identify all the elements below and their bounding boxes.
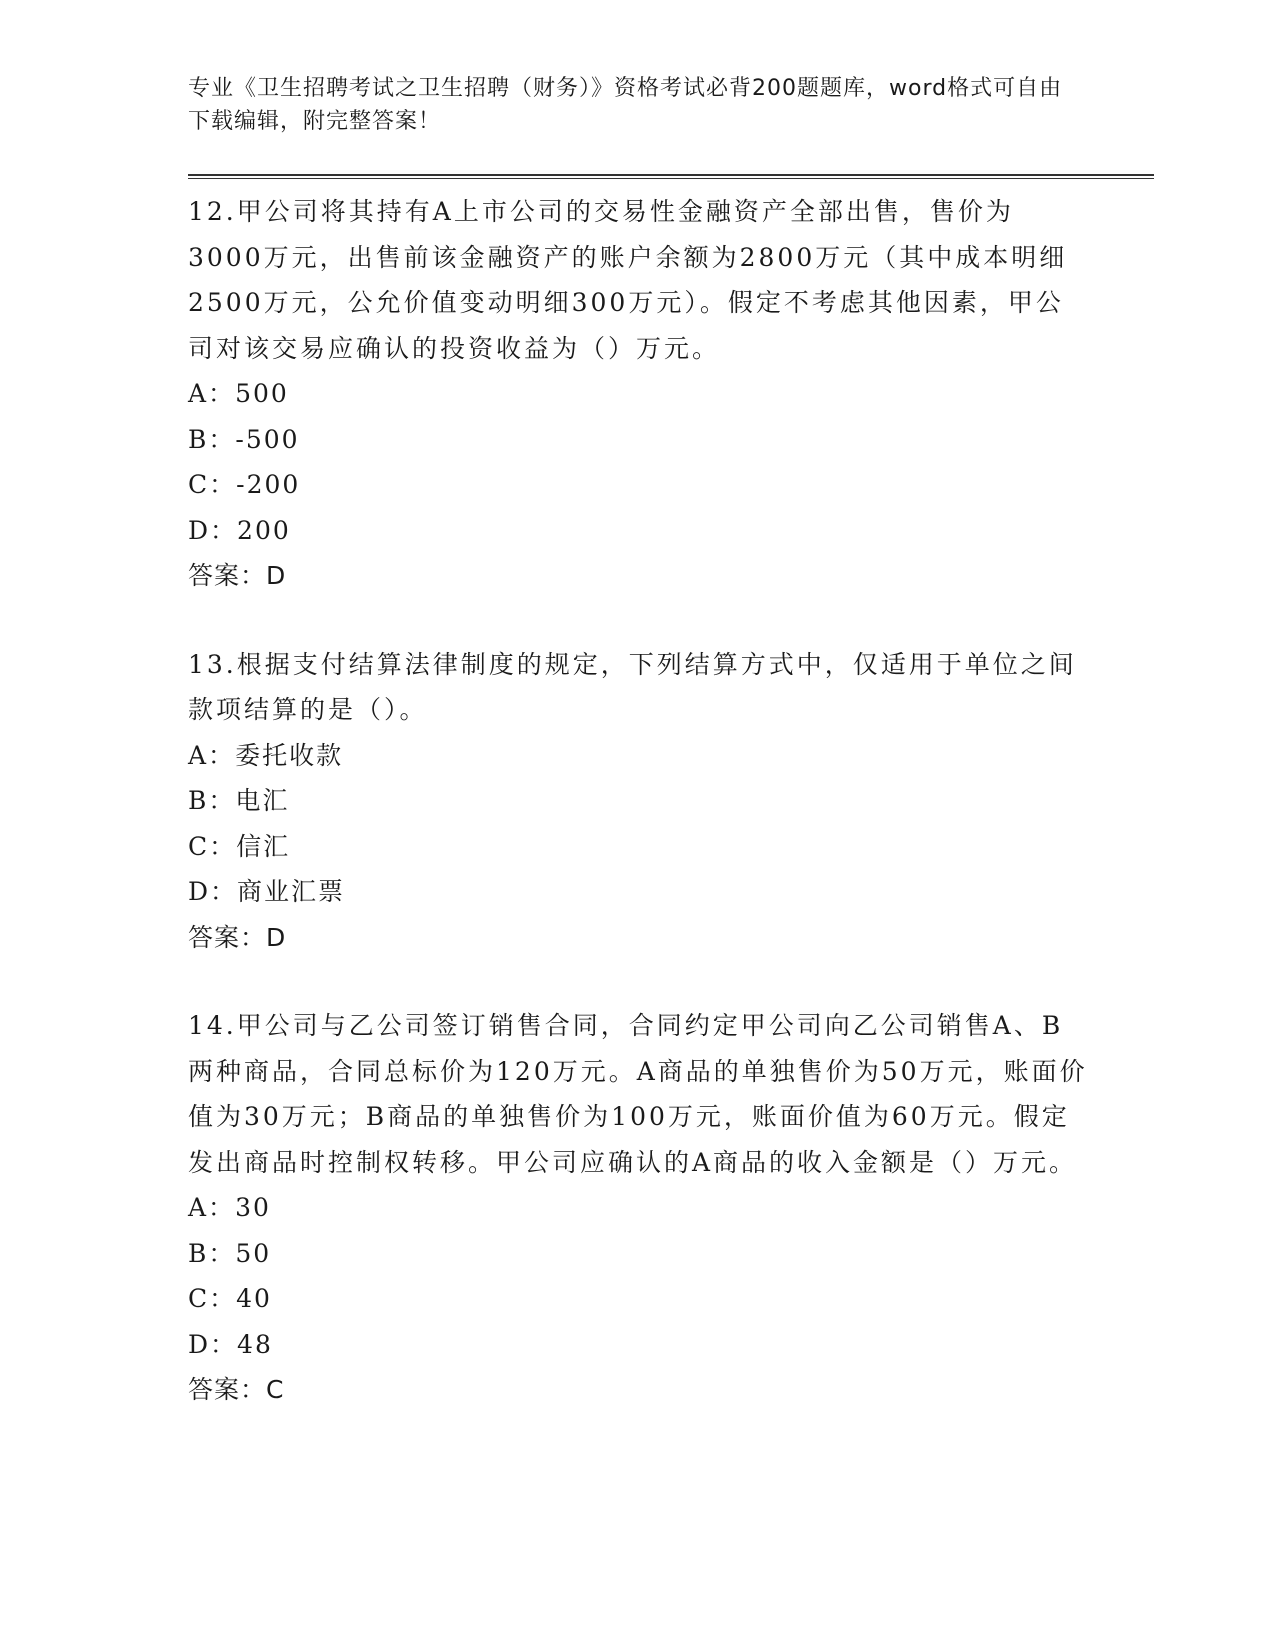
option-letter: D： bbox=[188, 1329, 238, 1359]
question-12 bbox=[188, 189, 1148, 599]
option-letter: B： bbox=[188, 1238, 236, 1268]
question-stem: 12.甲公司将其持有A上市公司的交易性金融资产全部出售，售价为3000万元，出售前该金融资产的账户余额为2800万元（其中成本明细2500万元，公允价值变动明细300万元）。假定不考虑其他因素，甲公司对该交易应确认的投资收益为（）万元。 bbox=[188, 197, 1068, 363]
option-b bbox=[188, 417, 1148, 463]
option-c bbox=[188, 462, 1148, 508]
option-text: 500 bbox=[235, 379, 289, 408]
option-text: 商业汇票 bbox=[237, 877, 346, 906]
answer-line: 答案：D bbox=[188, 922, 287, 952]
option-text: 50 bbox=[235, 1238, 272, 1268]
option-d bbox=[188, 1322, 1148, 1368]
option-text: 200 bbox=[237, 515, 291, 545]
option-letter: C： bbox=[188, 470, 237, 499]
option-a bbox=[188, 733, 1148, 779]
option-letter: D： bbox=[188, 877, 238, 906]
option-letter: C： bbox=[188, 831, 237, 861]
option-letter: A： bbox=[188, 1193, 236, 1222]
option-text: 40 bbox=[236, 1284, 272, 1313]
option-text: -500 bbox=[235, 424, 300, 454]
option-text: 48 bbox=[237, 1329, 273, 1359]
question-stem: 13.根据支付结算法律制度的规定，下列结算方式中，仅适用于单位之间款项结算的是（）。 bbox=[188, 649, 1077, 724]
option-text: 30 bbox=[235, 1193, 271, 1222]
option-letter: D： bbox=[188, 515, 238, 545]
option-b bbox=[188, 778, 1148, 824]
option-a bbox=[188, 371, 1148, 417]
option-c bbox=[188, 824, 1148, 870]
option-letter: B： bbox=[188, 424, 236, 454]
option-letter: A： bbox=[188, 379, 236, 408]
option-c bbox=[188, 1276, 1148, 1322]
question-14 bbox=[188, 1003, 1148, 1413]
document-header: 专业《卫生招聘考试之卫生招聘（财务）》资格考试必背200题题库，word格式可自由下载编辑，附完整答案！ bbox=[188, 76, 1063, 134]
document-page bbox=[188, 72, 1148, 1413]
answer-line: 答案：D bbox=[188, 561, 287, 590]
option-letter: A： bbox=[188, 740, 236, 770]
option-d bbox=[188, 869, 1148, 915]
answer-line: 答案：C bbox=[188, 1375, 285, 1404]
question-stem: 14.甲公司与乙公司签订销售合同，合同约定甲公司向乙公司销售A、B两种商品，合同总标价为120万元。A商品的单独售价为50万元，账面价值为30万元；B商品的单独售价为100万元，账面价值为60万元。假定发出商品时控制权转移。甲公司应确认的A商品的收入金额是（）万元。 bbox=[188, 1011, 1088, 1177]
option-letter: C： bbox=[188, 1284, 237, 1313]
option-a bbox=[188, 1185, 1148, 1231]
double-rule bbox=[188, 174, 1154, 179]
option-text: 电汇 bbox=[235, 786, 290, 815]
header-divider bbox=[188, 174, 1154, 179]
option-text: -200 bbox=[236, 470, 301, 499]
option-d bbox=[188, 508, 1148, 554]
option-letter: B： bbox=[188, 786, 236, 815]
option-text: 信汇 bbox=[236, 831, 291, 861]
question-13 bbox=[188, 642, 1148, 961]
option-text: 委托收款 bbox=[235, 740, 344, 770]
option-b bbox=[188, 1231, 1148, 1277]
